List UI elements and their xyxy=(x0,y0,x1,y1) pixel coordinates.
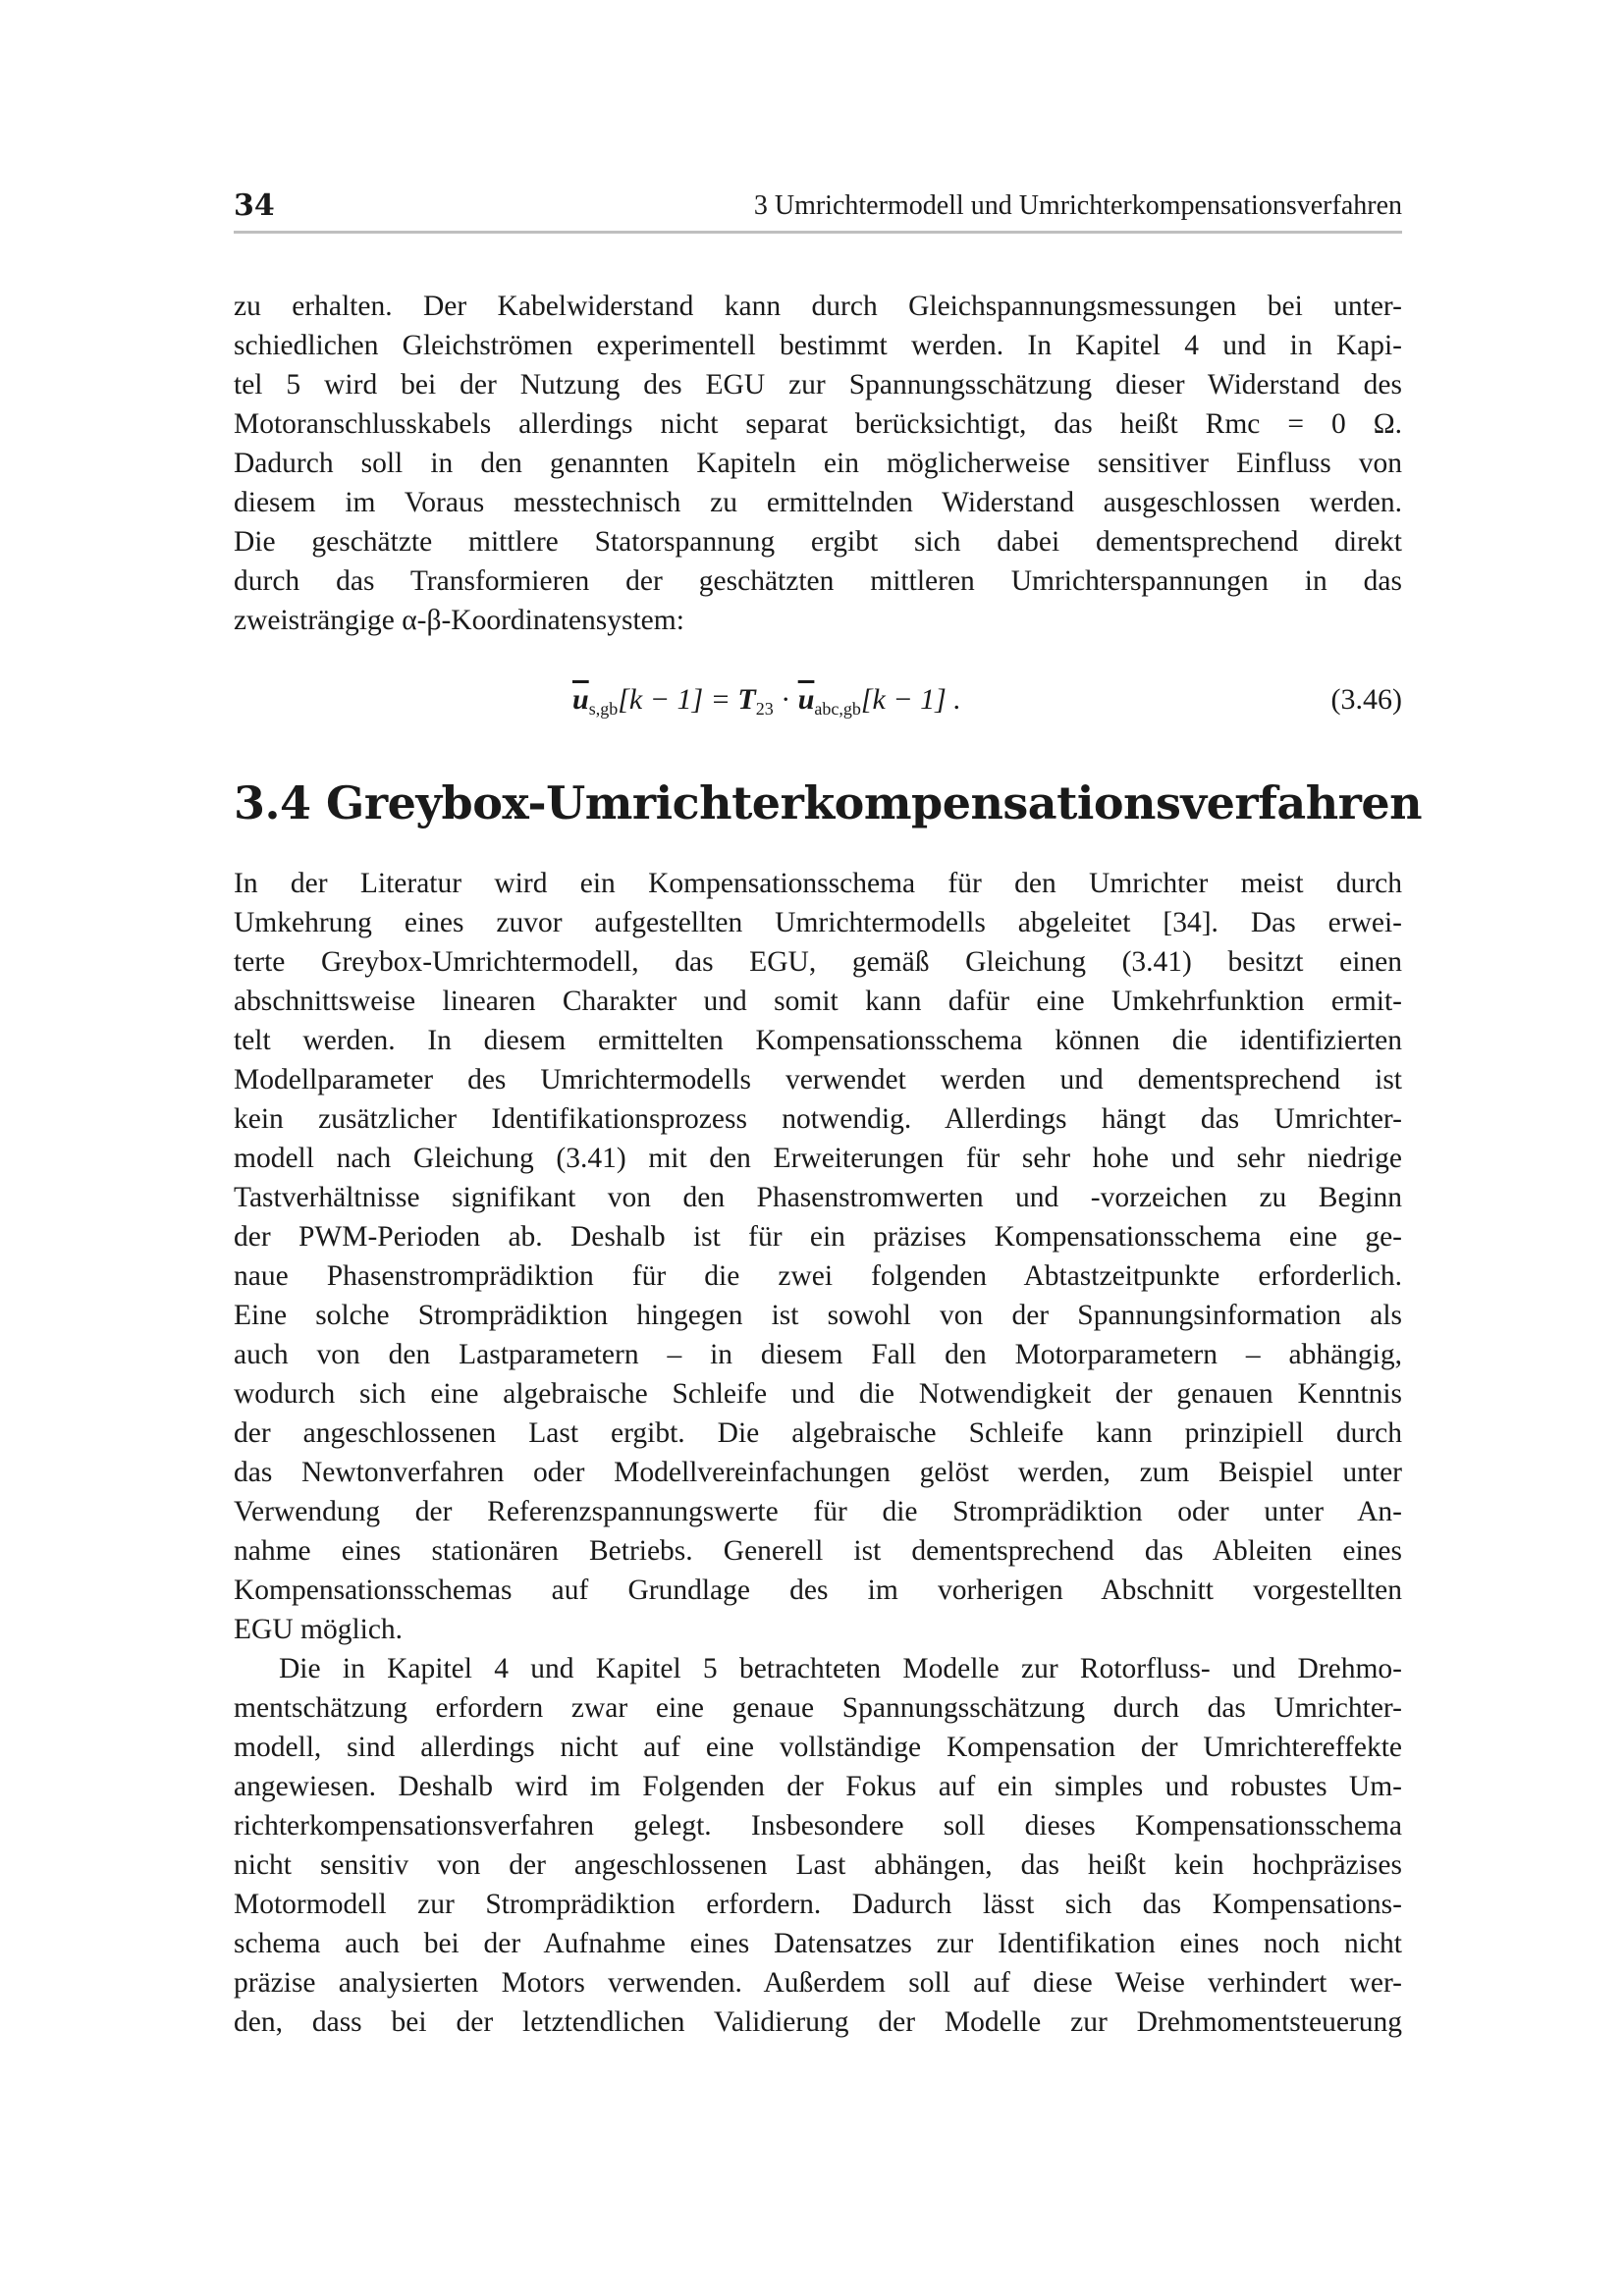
text-line: das Newtonverfahren oder Modellvereinfachungen gelöst werden, zum Beispiel unter xyxy=(234,1457,1402,1488)
text-line: zu erhalten. Der Kabelwiderstand kann durch Gleichspannungsmessungen bei unter- xyxy=(234,291,1402,322)
paragraph-3 xyxy=(234,1649,1402,2042)
text-line: angewiesen. Deshalb wird im Folgenden der Fokus auf ein simples und robustes Um- xyxy=(234,1771,1402,1802)
equation-lhs-subscript: s,gb xyxy=(588,699,619,719)
text-line: Die in Kapitel 4 und Kapitel 5 betrachteten Modelle zur Rotorfluss- und Drehmo- xyxy=(279,1653,1402,1684)
text-line: nahme eines stationären Betriebs. Generell ist dementsprechend das Ableiten eines xyxy=(234,1535,1402,1567)
text-line: Dadurch soll in den genannten Kapiteln ein möglicherweise sensitiver Einfluss von xyxy=(234,448,1402,479)
text-line: zweisträngige α-β-Koordinatensystem: xyxy=(234,605,684,636)
text-line: Verwendung der Referenzspannungswerte für die Stromprädiktion oder unter An- xyxy=(234,1496,1402,1527)
text-line: schiedlichen Gleichströmen experimentell bestimmt werden. In Kapitel 4 und in Kapi- xyxy=(234,330,1402,361)
text-line: abschnittsweise linearen Charakter und somit kann dafür eine Umkehrfunktion ermit- xyxy=(234,986,1402,1017)
equation-3-46 xyxy=(234,677,1402,722)
text-line: wodurch sich eine algebraische Schleife und die Notwendigkeit der genauen Kenntnis xyxy=(234,1378,1402,1410)
text-line: modell nach Gleichung (3.41) mit den Erweiterungen für sehr hohe und sehr niedrige xyxy=(234,1143,1402,1174)
equation-lhs-symbol: $\overline{u}$ xyxy=(572,683,589,716)
equation-matrix-subscript: 23 xyxy=(755,699,774,719)
text-line: Eine solche Stromprädiktion hingegen ist sowohl von der Spannungsinformation als xyxy=(234,1300,1402,1331)
equation-matrix-symbol: T xyxy=(737,683,756,716)
text-line: Modellparameter des Umrichtermodells verwendet werden und dementsprechend ist xyxy=(234,1064,1402,1095)
equation-rhs-symbol: $\overline{u}$ xyxy=(797,683,815,716)
text-line: richterkompensationsverfahren gelegt. Insbesondere soll dieses Kompensationsschema xyxy=(234,1810,1402,1842)
text-line: durch das Transformieren der geschätzten mittleren Umrichterspannungen in das xyxy=(234,565,1402,597)
text-line: Motoranschlusskabels allerdings nicht separat berücksichtigt, das heißt Rmc = 0 Ω. xyxy=(234,408,1402,440)
text-line: naue Phasenstromprädiktion für die zwei folgenden Abtastzeitpunkte erforderlich. xyxy=(234,1260,1402,1292)
text-line: mentschätzung erfordern zwar eine genaue Spannungsschätzung durch das Umrichter- xyxy=(234,1692,1402,1724)
text-line: der angeschlossenen Last ergibt. Die algebraische Schleife kann prinzipiell durch xyxy=(234,1417,1402,1449)
text-line: In der Literatur wird ein Kompensationsschema für den Umrichter meist durch xyxy=(234,868,1402,899)
text-line: diesem im Voraus messtechnisch zu ermittelnden Widerstand ausgeschlossen werden. xyxy=(234,487,1402,518)
text-line: Tastverhältnisse signifikant von den Phasenstromwerten und -vorzeichen zu Beginn xyxy=(234,1182,1402,1213)
running-title: 3 Umrichtermodell und Umrichterkompensationsverfahren xyxy=(753,190,1402,221)
text-line: der PWM-Perioden ab. Deshalb ist für ein präzises Kompensationsschema eine ge- xyxy=(234,1221,1402,1253)
page-header xyxy=(234,188,1402,234)
text-line: Die geschätzte mittlere Statorspannung ergibt sich dabei dementsprechend direkt xyxy=(234,526,1402,558)
text-line: kein zusätzlicher Identifikationsprozess notwendig. Allerdings hängt das Umrichter- xyxy=(234,1103,1402,1135)
text-line: nicht sensitiv von der angeschlossenen Last abhängen, das heißt kein hochpräzises xyxy=(234,1849,1402,1881)
equation-lhs-argument: [k − 1] = xyxy=(618,683,738,716)
equation-rhs-subscript: abc,gb xyxy=(814,699,861,719)
equation-rhs-argument: [k − 1] . xyxy=(860,683,961,716)
paragraph-1 xyxy=(234,287,1402,640)
text-line: Kompensationsschemas auf Grundlage des im vorherigen Abschnitt vorgestellten xyxy=(234,1575,1402,1606)
text-line: Motormodell zur Stromprädiktion erfordern. Dadurch lässt sich das Kompensations- xyxy=(234,1889,1402,1920)
text-line: terte Greybox-Umrichtermodell, das EGU, gemäß Gleichung (3.41) besitzt einen xyxy=(234,946,1402,978)
equation-formula xyxy=(572,677,961,731)
equation-number: (3.46) xyxy=(1330,683,1402,716)
text-line: tel 5 wird bei der Nutzung des EGU zur Spannungsschätzung dieser Widerstand des xyxy=(234,369,1402,400)
text-line: modell, sind allerdings nicht auf eine vollständige Kompensation der Umrichtereffekte xyxy=(234,1732,1402,1763)
text-line: Umkehrung eines zuvor aufgestellten Umrichtermodells abgeleitet [34]. Das erwei- xyxy=(234,907,1402,938)
section-heading: 3.4 Greybox-Umrichterkompensationsverfahren xyxy=(234,776,1423,829)
text-line: auch von den Lastparametern – in diesem Fall den Motorparametern – abhängig, xyxy=(234,1339,1402,1370)
text-line: den, dass bei der letztendlichen Validierung der Modelle zur Drehmomentsteuerung xyxy=(234,2006,1402,2038)
text-line: schema auch bei der Aufnahme eines Datensatzes zur Identifikation eines noch nicht xyxy=(234,1928,1402,1959)
text-line: EGU möglich. xyxy=(234,1614,404,1645)
text-line: telt werden. In diesem ermittelten Kompensationsschema können die identifizierten xyxy=(234,1025,1402,1056)
text-line: präzise analysierten Motors verwenden. Außerdem soll auf diese Weise verhindert wer- xyxy=(234,1967,1402,1999)
paragraph-2 xyxy=(234,864,1402,1649)
page-number: 34 xyxy=(234,188,275,223)
equation-dot: · xyxy=(773,683,798,716)
